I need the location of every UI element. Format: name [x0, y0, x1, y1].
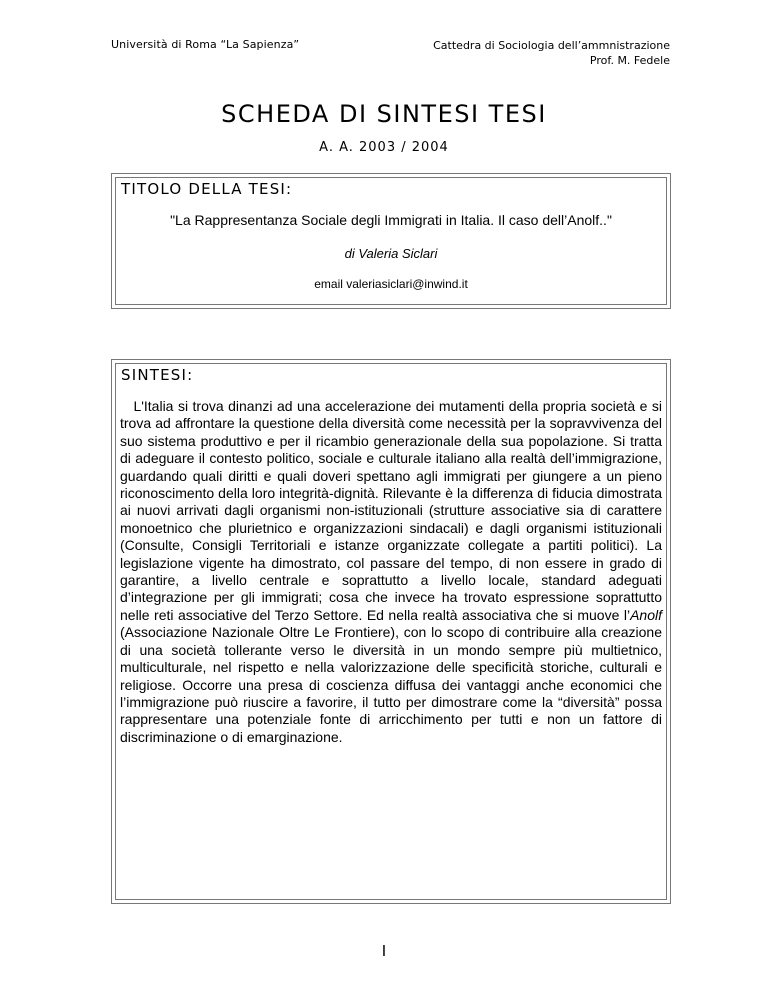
header-university: Università di Roma “La Sapienza”: [111, 38, 300, 51]
academic-year: A. A. 2003 / 2004: [319, 140, 449, 155]
document-title: SCHEDA DI SINTESI TESI: [221, 100, 547, 128]
thesis-title-label: TITOLO DELLA TESI:: [121, 180, 293, 198]
header-chair-line: Cattedra di Sociologia dell’ammnistrazione: [433, 39, 670, 52]
header-chair: [433, 38, 670, 68]
summary-box: [111, 359, 671, 904]
thesis-title-box: [111, 173, 671, 309]
summary-text-part-1: L'Italia si trova dinanzi ad una accelerazione dei mutamenti della propria società e si trova ad affrontare la questione della diversità come necessità per la sopravvivenza del suo sistema produttivo e per il ricambio generazionale della sua popolazione. Si tratta di adeguare il contesto politico, sociale e culturale italiano alla realtà dell’immigrazione, guardando quali diritti e quali doveri spettano agli immigrati per giungere a un pieno riconoscimento della loro integrità-dignità. Rilevante è la differenza di fiducia dimostrata ai nuovi arrivati dagli organismi non-istituzionali (strutture associative sia di carattere monoetnico che plurietnico e organizzazioni sindacali) e dagli organismi istituzionali (Consulte, Consigli Territoriali e istanze organizzate collegate a partiti politici). La legislazione vigente ha dimostrato, col passare del tempo, di non essere in grado di garantire, a livello centrale e soprattutto a livello locale, standard adeguati d’integrazione per gli immigrati; cosa che invece ha trovato espressione soprattutto nelle reti associative del Terzo Settore. Ed nella realtà associativa che si muove l’: [120, 398, 663, 623]
summary-paragraph: [120, 398, 662, 746]
summary-text-part-2: (Associazione Nazionale Oltre Le Frontiere), con lo scopo di contribuire alla creazione di una società tollerante verso le diversità in un mondo sempre più multietnico, multiculturale, nel rispetto e nella valorizzazione delle specificità storiche, culturali e religiose. Occorre una presa di coscienza diffusa dei vantaggi anche economici che l’immigrazione può riuscire a favorire, il tutto per dimostrare come la “diversità” possa rappresentare una potenziale fonte di arricchimento per tutti e non un fattore di discriminazione o di emarginazione.: [120, 624, 662, 745]
summary-label: SINTESI:: [121, 366, 194, 384]
thesis-author: di Valeria Siclari: [344, 246, 438, 261]
page-number: I: [381, 942, 387, 960]
summary-italic-anolf: Anolf: [630, 606, 662, 623]
header-professor-line: Prof. M. Fedele: [589, 54, 670, 67]
author-email: email valeriasiclari@inwind.it: [314, 277, 468, 291]
thesis-title-text: "La Rappresentanza Sociale degli Immigrati in Italia. Il caso dell’Anolf..": [170, 212, 612, 228]
